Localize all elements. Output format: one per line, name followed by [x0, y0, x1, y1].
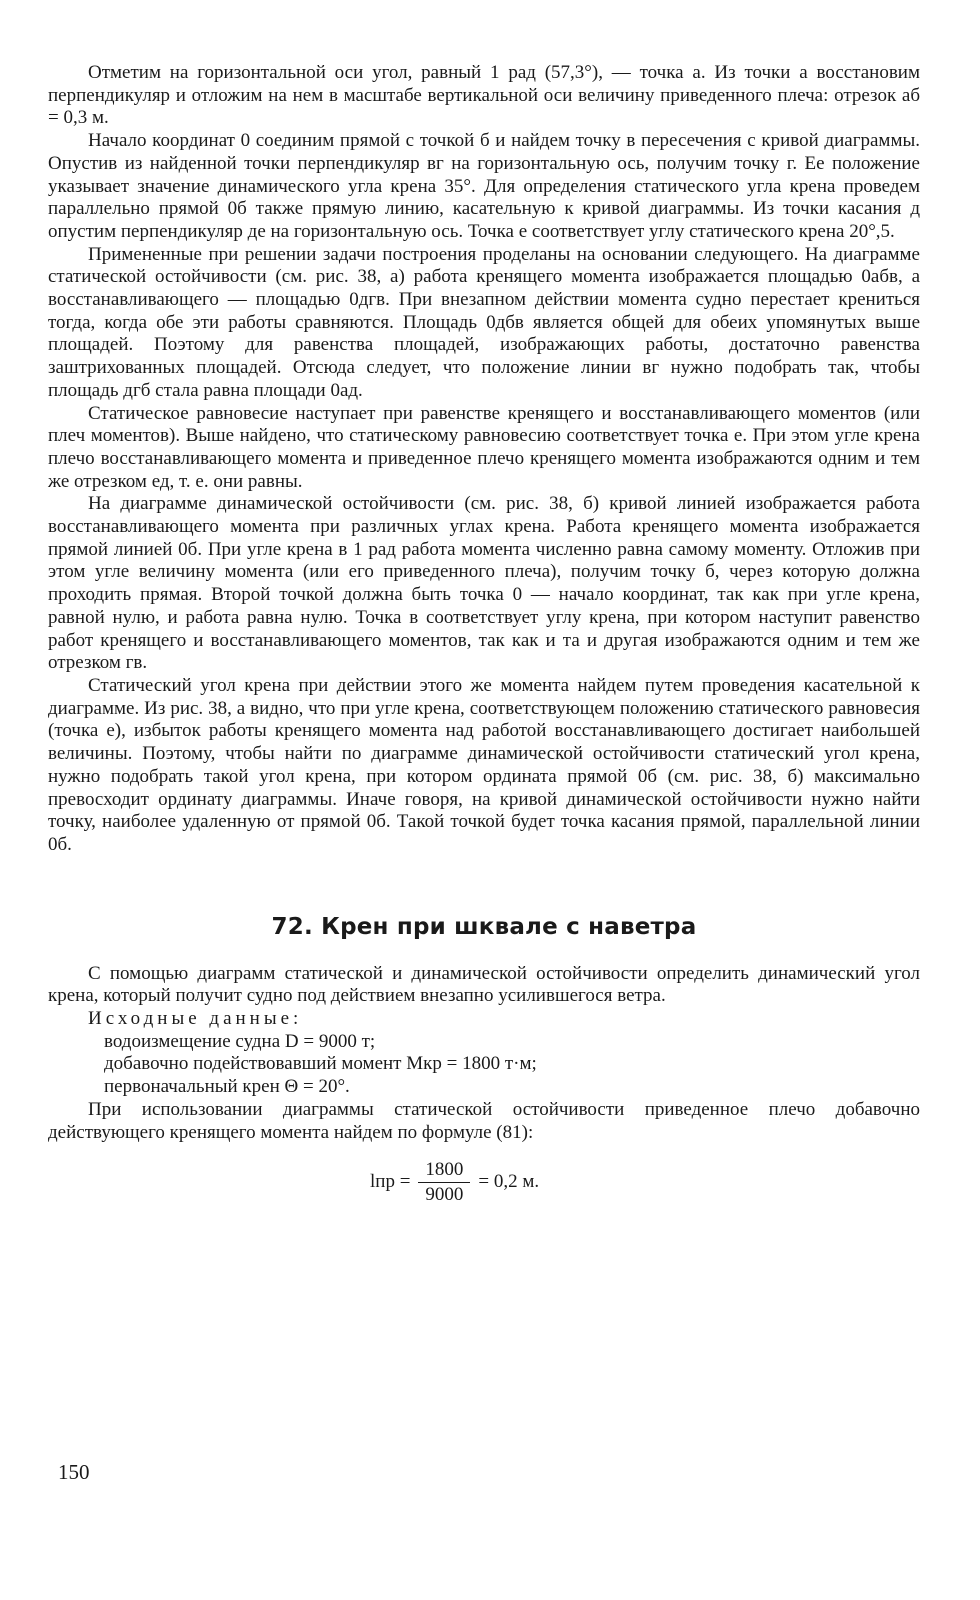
task-paragraph: С помощью диаграмм статической и динамической остойчивости определить динамический угол крена, который получит судно под действием внезапно усилившегося ветра.	[48, 962, 920, 1007]
paragraph: Примененные при решении задачи построения проделаны на основании следующего. На диаграмме статической остойчивости (см. рис. 38, а) работа кренящего момента изображается площадью 0абв, а восстанавливающего — площадью 0дгв. При внезапном действии момента судно перестает крениться тогда, когда обе эти работы сравняются. Площадь 0дбв является общей для обеих упомянутых выше площадей. Поэтому для равенства площадей, изображающих работы, достаточно равенства заштрихованных площадей. Отсюда следует, что положение линии вг нужно подобрать так, чтобы площадь дгб стала равна площади 0ад.	[48, 243, 920, 401]
paragraph: Отметим на горизонтальной оси угол, равный 1 рад (57,3°), — точка а. Из точки а восстановим перпендикуляр и отложим на нем в масштабе вертикальной оси величину приведенного плеча: отрезок аб = 0,3 м.	[48, 62, 920, 129]
formula	[370, 1152, 539, 1212]
formula-block	[48, 1152, 920, 1212]
paragraph: Статическое равновесие наступает при равенстве кренящего и восстанавливающего моментов (или плеч моментов). Выше найдено, что статическому равновесию соответствует точка е. При этом угле крена плечо восстанавливающего момента и приведенное плечо кренящего момента изображаются одним и тем же отрезком ед, т. е. они равны.	[48, 402, 920, 492]
formula-fraction	[418, 1158, 470, 1207]
given-moment: добавочно подействовавший момент Mкр = 1800 т·м;	[104, 1053, 537, 1075]
formula-denominator: 9000	[425, 1183, 464, 1205]
paragraph: Статический угол крена при действии этого же момента найдем путем проведения касательной к диаграмме. Из рис. 38, а видно, что при угле крена, соответствующем положению статического равновесия (точка е), избыток работы кренящего момента над работой восстанавливающего достигает наибольшей величины. Поэтому, чтобы найти по диаграмме динамической остойчивости статический угол крена, нужно подобрать такой угол крена, при котором ордината прямой 0б (см. рис. 38, б) максимально превосходит ординату диаграммы. Иначе говоря, на кривой динамической остойчивости нужно найти точку, наиболее удаленную от прямой 0б. Такой точкой будет точка касания прямой, параллельной линии 0б.	[48, 674, 920, 855]
given-displacement: водоизмещение судна D = 9000 т;	[104, 1030, 376, 1052]
formula-numerator: 1800	[425, 1158, 464, 1180]
section-heading: 72. Крен при шквале с наветра	[271, 913, 697, 940]
paragraph: На диаграмме динамической остойчивости (см. рис. 38, б) кривой линией изображается работа восстанавливающего момента при различных углах крена. Работа кренящего момента изображается прямой линией 0б. При угле крена в 1 рад работа момента численно равна самому моменту. Отложив при этом угле величину момента (или его приведенного плеча), получим точку б, через которую должна проходить прямая. Второй точкой должна быть точка 0 — начало координат, так как при угле крена, равной нулю, и работа равна нулю. Точка в соответствует углу крена, при котором наступит равенство работ кренящего и восстанавливающего моментов, так как и та и другая изображаются одним и тем же отрезком гв.	[48, 493, 920, 674]
given-label: Исходные данные:	[88, 1008, 303, 1030]
formula-rhs: = 0,2 м.	[478, 1171, 540, 1193]
solution-paragraph: При использовании диаграммы статической остойчивости приведенное плечо добавочно действующего кренящего момента найдем по формуле (81):	[48, 1098, 920, 1143]
page-number: 150	[58, 1460, 90, 1484]
page-body	[48, 62, 920, 1212]
formula-lhs: lпр =	[370, 1171, 411, 1193]
paragraph: Начало координат 0 соединим прямой с точкой б и найдем точку в пересечения с кривой диаграммы. Опустив из найденной точки перпендикуляр вг на горизонтальную ось, получим точку г. Ее положение указывает значение динамического угла крена 35°. Для определения статического угла крена проведем параллельно прямой 0б также прямую линию, касательную к кривой диаграммы. Из точки касания д опустим перпендикуляр де на горизонтальную ось. Точка е соответствует углу статического крена 20°,5.	[48, 130, 920, 242]
given-initial-heel: первоначальный крен Θ = 20°.	[104, 1076, 350, 1098]
